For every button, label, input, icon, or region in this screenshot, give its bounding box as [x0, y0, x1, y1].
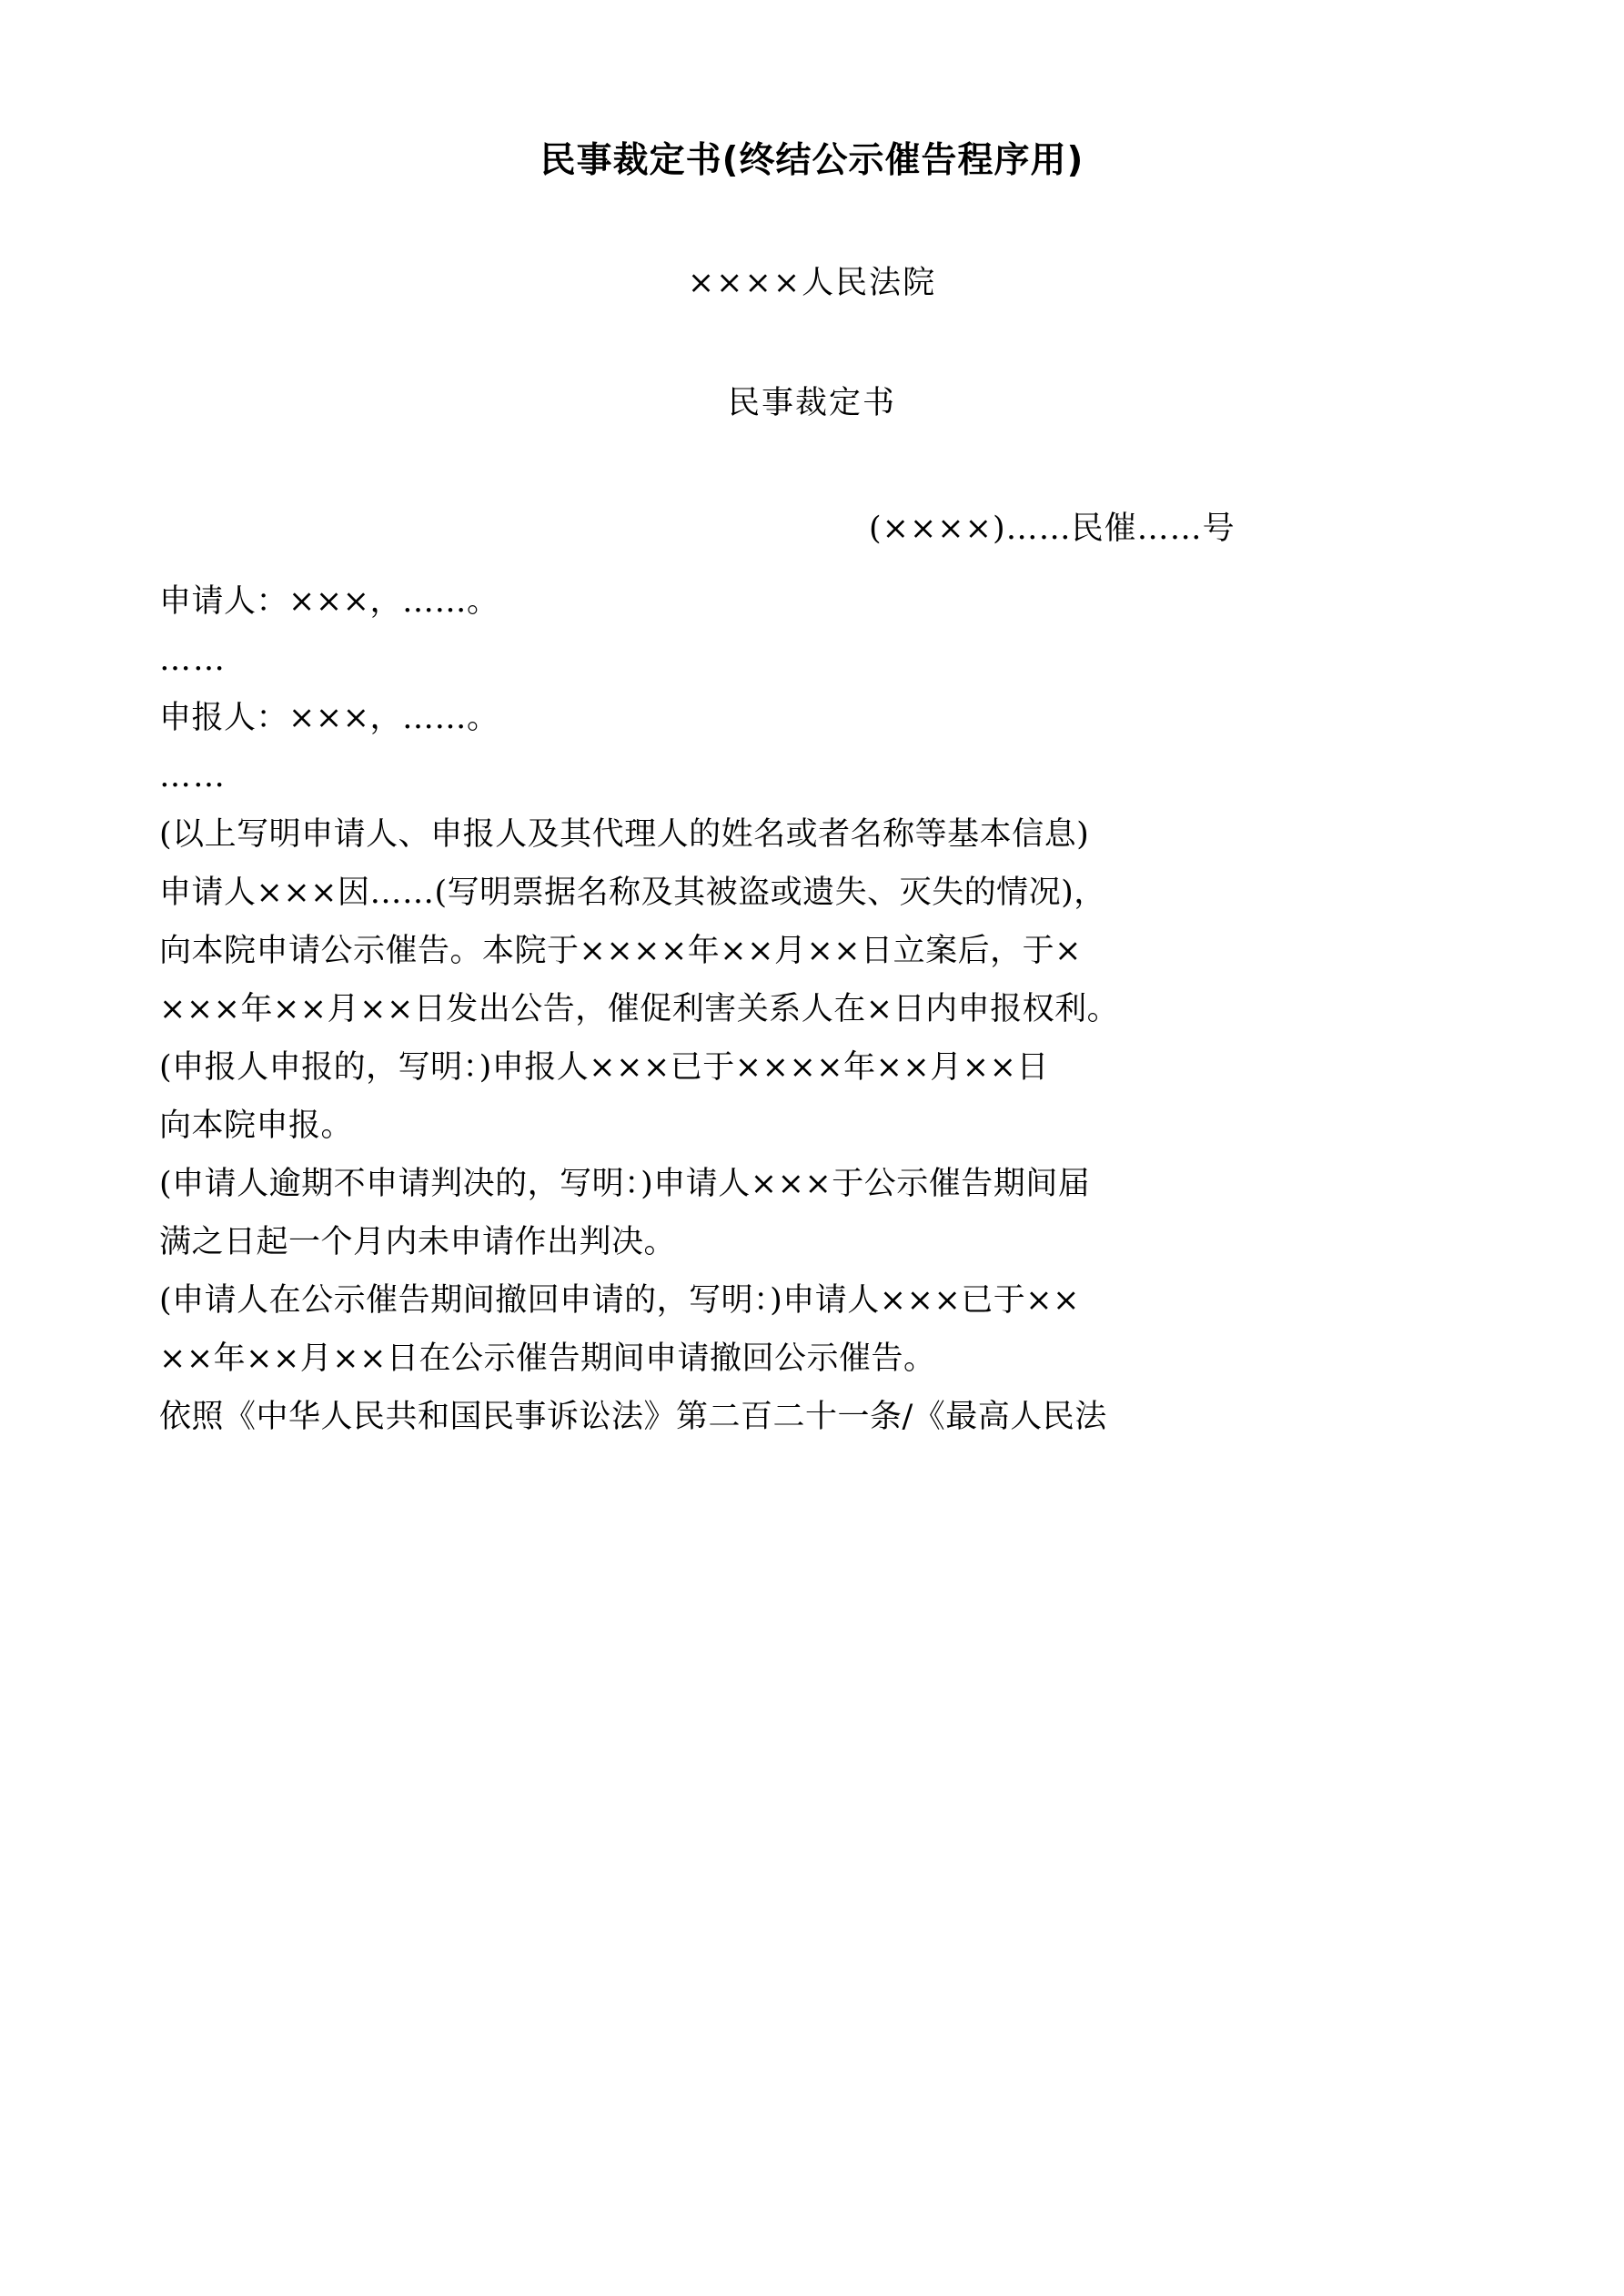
document-body [159, 572, 1465, 1446]
case-number: (××××)……民催……号 [869, 511, 1236, 547]
body-line: (申请人逾期不申请判决的，写明：)申请人×××于公示催告期间届 [159, 1166, 1091, 1202]
body-line: (申请人在公示催告期间撤回申请的，写明：)申请人×××已于×× [159, 1282, 1080, 1319]
body-line: 申请人×××因……(写明票据名称及其被盗或遗失、灭失的情况)， [159, 875, 1106, 911]
body-line: 申报人：×××，……。 [159, 700, 499, 736]
body-line: 依照《中华人民共和国民事诉讼法》第二百二十一条/《最高人民法 [159, 1399, 1107, 1435]
body-line: 申请人：×××，……。 [159, 583, 499, 620]
page-title: 民事裁定书(终结公示催告程序用) [540, 140, 1084, 181]
body-line: (申报人申报的，写明：)申报人×××已于××××年××月××日 [159, 1049, 1049, 1086]
body-line: 向本院申报。 [159, 1108, 354, 1144]
document-subtitle: 民事裁定书 [727, 385, 896, 421]
body-line: 向本院申请公示催告。本院于××××年××月××日立案后，于× [159, 933, 1082, 969]
body-line: …… [159, 758, 227, 794]
court-name: ××××人民法院 [687, 265, 937, 301]
body-line: …… [159, 642, 227, 678]
body-line: 满之日起一个月内未申请作出判决。 [159, 1224, 677, 1260]
body-line: (以上写明申请人、申报人及其代理人的姓名或者名称等基本信息) [159, 816, 1090, 853]
body-line: ××年××月××日在公示催告期间申请撤回公示催告。 [159, 1340, 936, 1377]
body-line: ×××年××月××日发出公告，催促利害关系人在×日内申报权利。 [159, 991, 1120, 1027]
